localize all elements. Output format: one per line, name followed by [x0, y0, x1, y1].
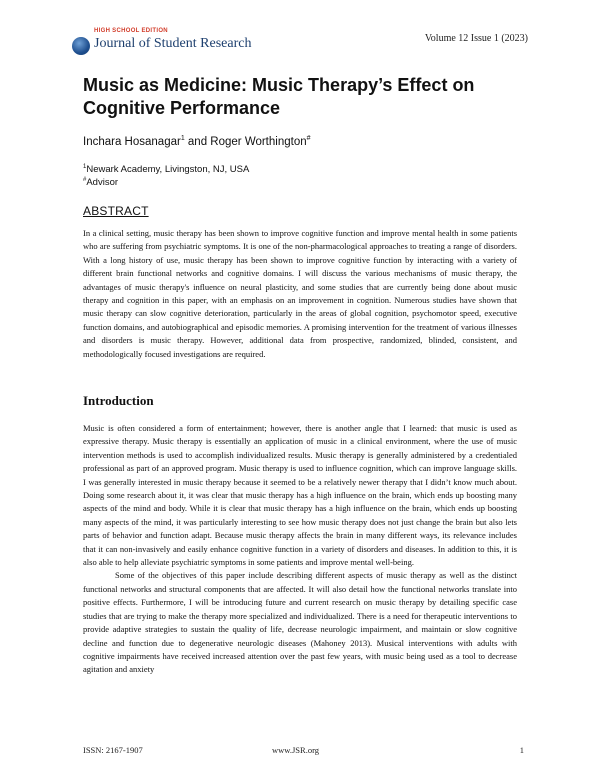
paragraph: Some of the objectives of this paper include describing different aspects of music therapy as well as the distinct functional networks and structural components that are affected. It will also detail how the functional networks translate into positive effects. Furthermore, I will be introducing future and current research on music therapy by detailing specific case studies that are trying to make the therapy more specialized and individualized. There is a need for therapeutic interventions to provide adaptive strategies to sustain the quality of life, decrease neurologic impairment, and maintain or slow cognitive decline and function due to degenerative neurologic diseases (Mahoney 2013). Musical interventions with adults with cognitive impairments have received increased attention over the past few years, with music being used as a tool to decrease agitation and anxiety: [83, 570, 517, 675]
affiliation-mark: #: [306, 135, 311, 142]
author-joiner: and: [184, 136, 211, 148]
abstract-body: In a clinical setting, music therapy has been shown to improve cognitive function and improve mental health in some patients who are suffering from psychiatric symptoms. It is one of the non-pharmacological approaches to treating a range of disorders. With a long history of use, music therapy has been shown to improve cognitive function by interacting with a variety of different brain functional networks and cognitive domains. I will discuss the various mechanisms of music therapy, the advantages of music therapy's influence on neural plasticity, and some studies that are currently being done about music therapy and cognition in this paper, with an emphasis on an improvement in cognition. Numerous studies have shown that music therapy can slow cognitive deterioration, particularly in the areas of global cognition, psychomotor speed, executive function domains, and autobiographical and episodic memories. A promising intervention for the treatment of various illnesses and disorders is music therapy. However, additional data from prospective, randomized, blinded, consistent, and methodologically focused investigations are required.: [83, 228, 517, 359]
introduction-body: [83, 422, 517, 677]
affiliation-text: Advisor: [86, 177, 119, 188]
affiliation-line: [83, 177, 118, 188]
affiliation-line: [83, 164, 249, 175]
page-number: 1: [519, 745, 524, 755]
journal-logo: [72, 28, 272, 58]
footer-issn: ISSN: 2167-1907: [83, 745, 143, 755]
affiliation-mark: #: [83, 177, 87, 183]
logo-journal-name: Journal of Student Research: [94, 36, 252, 51]
footer-website: www.JSR.org: [272, 745, 319, 755]
affiliation-mark: 1: [83, 164, 87, 170]
logo-edition-label: HIGH SCHOOL EDITION: [94, 28, 168, 34]
author-line: [83, 135, 311, 148]
author-name: Roger Worthington: [210, 136, 307, 148]
introduction-heading: Introduction: [83, 393, 154, 408]
globe-icon: [72, 37, 90, 55]
volume-issue: Volume 12 Issue 1 (2023): [424, 33, 528, 44]
paper-title: Music as Medicine: Music Therapy’s Effect on Cognitive Performance: [83, 75, 475, 118]
affiliation-mark: 1: [180, 135, 185, 142]
abstract-heading: ABSTRACT: [83, 204, 149, 218]
author-name: Inchara Hosanagar: [83, 136, 181, 148]
affiliation-text: Newark Academy, Livingston, NJ, USA: [86, 164, 250, 175]
paragraph: Music is often considered a form of entertainment; however, there is another angle that I learned: that music is used as expressive therapy. Music therapy is essentially an application of music in a clinical environment, where the use of music intervention methods is used to accomplish individualized results. Music therapy is generally administered by a credentialed professional as part of an approved program. Music therapy is used to influence cognition, which can improve language skills. I was generally interested in music therapy because it seemed to be a relatively newer therapy that I didn’t know much about. Doing some research about it, it was clear that music therapy has a high influence on the brain, which ends up boosting many aspects of the mind and body. While it is clear that music therapy has a high influence on the brain, which ends up boosting many aspects of the mind, it was particularly interesting to see how music therapy does not just change the brain but also lets parts of behavior and function adapt. Because music therapy affects the brain in many different ways, its relevance includes that it can non-invasively and easily enhance cognitive function in a variety of disorders and diseases. In addition to this, it is also able to help alleviate psychiatric symptoms in some patients and improve mental well-being.: [83, 423, 517, 568]
